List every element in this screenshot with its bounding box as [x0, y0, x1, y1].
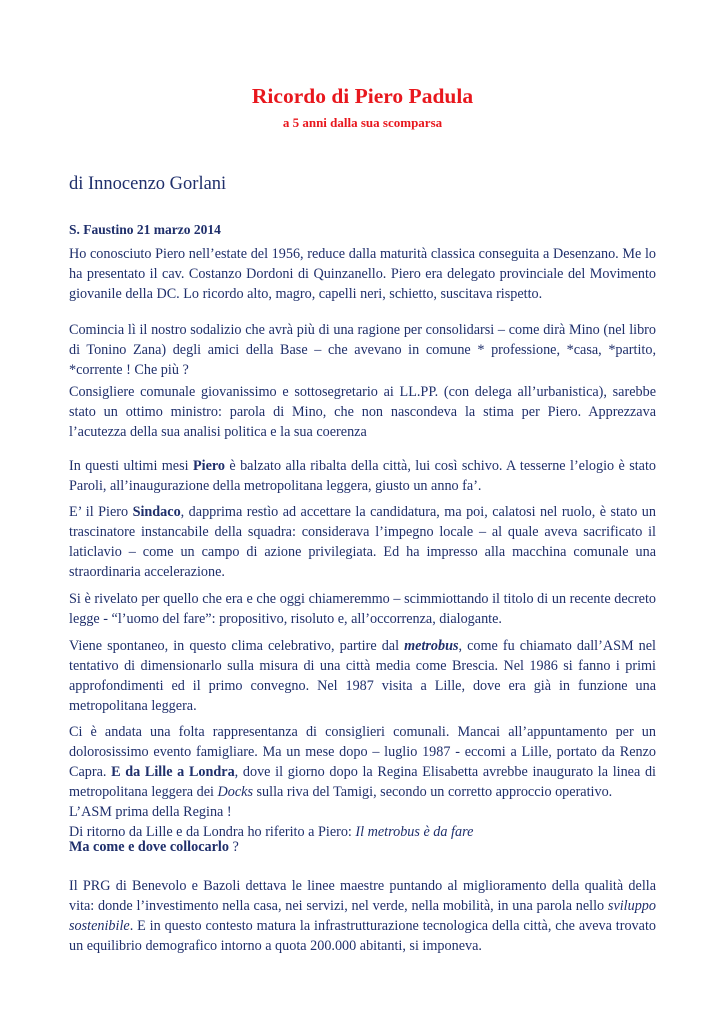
paragraph-4 [69, 456, 656, 496]
section-heading-rest: ? [228, 839, 239, 855]
document-title: Ricordo di Piero Padula [251, 84, 474, 108]
p4-text-c: è balzato alla ribalta della città, lui così schivo. A tesserne l’elogio è stato Paroli, all’inaugurazione della metropolitana leggera, giusto un anno fa’. [69, 458, 656, 494]
p9-text-a: Il PRG di Benevolo e Bazoli dettava le linee maestre puntando al miglioramento della qualità della vita: donde l’investimento nella casa, nei servizi, nel verde, nella mobilità, in una parola nello [69, 878, 656, 914]
p8-bold-lille-londra: E da Lille a Londra [111, 764, 235, 780]
p5-text-c: , dapprima restìo ad accettare la candidatura, ma poi, calatosi nel ruolo, è stato un trascinatore instancabile della squadra: considerava l’impegno locale – al quale aveva sacrificato il laticlavio – come un campo di azione privilegiata. Ed ha impresso alla macchina comunale una straordinaria accelerazione. [69, 504, 656, 580]
p4-text-a: In questi ultimi mesi [69, 458, 193, 474]
paragraph-1: Ho conosciuto Piero nell’estate del 1956, reduce dalla maturità classica conseguita a Desenzano. Me lo ha presentato il cav. Costanzo Dordoni di Quinzanello. Piero era delegato provinciale del Movimento giovanile della DC. Lo ricordo alto, magro, capelli neri, schietto, suscitava rispetto. [69, 246, 656, 302]
p8-text-a: Ci è andata una folta rappresentanza di consiglieri comunali. Mancai all’appuntamento per un dolorosissimo evento famigliare. Ma un mese dopo – luglio 1987 - eccomi a Lille, portato da Renzo Capra. [69, 724, 656, 780]
section-heading [69, 839, 239, 856]
paragraph-8 [69, 722, 656, 842]
p9-italic: sviluppo sostenibile [69, 898, 656, 934]
p8-line3b: Il metrobus è da fare [355, 824, 474, 840]
p8-line3a: Di ritorno da Lille e da Londra ho riferito a Piero: [69, 824, 356, 840]
p9-text-c: . E in questo contesto matura la infrastrutturazione tecnologica della città, che aveva trovato un equilibrio demografico intorno a quota 200.000 abitanti, si imponeva. [69, 918, 656, 954]
p8-text-e: sulla riva del Tamigi, secondo un corretto approccio operativo. [252, 784, 613, 800]
paragraph-7 [69, 636, 656, 716]
paragraph-9 [69, 876, 656, 956]
p8-docks: Docks [217, 784, 253, 800]
p5-bold-sindaco: Sindaco [132, 504, 181, 520]
p8-text-c: , dove il giorno dopo la Regina Elisabetta avrebbe inaugurato la linea di metropolitana leggera dei [69, 764, 656, 800]
p4-bold-piero: Piero [192, 458, 226, 474]
author-line: di Innocenzo Gorlani [69, 174, 227, 194]
p7-text-c: , come fu chiamato dall’ASM nel tentativo di dimensionarlo sulla misura di una città media come Brescia. Nel 1986 si fanno i primi approfondimenti ed il primo convegno. Nel 1987 visita a Lille, dove era già in funzione una metropolitana leggera. [69, 638, 656, 714]
document-subtitle: a 5 anni dalla sua scomparsa [282, 115, 443, 130]
section-heading-bold: Ma come e dove collocarlo [69, 839, 229, 855]
paragraph-6: Si è rivelato per quello che era e che oggi chiameremmo – scimmiottando il titolo di un recente decreto legge - “l’uomo del fare”: propositivo, risoluto e, all’occorrenza, dialogante. [69, 591, 656, 627]
paragraph-5 [69, 502, 656, 582]
paragraph-2: Comincia lì il nostro sodalizio che avrà più di una ragione per consolidarsi – come dirà Mino (nel libro di Tonino Zana) degli amici della Base – che avevano in comune * professione, *casa, *partito, *corrente ! Che più ? [69, 322, 656, 378]
p7-metrobus: metrobus [404, 638, 459, 654]
p7-text-a: Viene spontaneo, in questo clima celebrativo, partire dal [69, 638, 405, 654]
dateline: S. Faustino 21 marzo 2014 [69, 222, 221, 237]
p8-line2: L’ASM prima della Regina ! [69, 804, 232, 820]
p5-text-a: E’ il Piero [69, 504, 133, 520]
paragraph-3: Consigliere comunale giovanissimo e sottosegretario ai LL.PP. (con delega all’urbanistica), sarebbe stato un ottimo ministro: parola di Mino, che non nascondeva la stima per Piero. Apprezzava l’acutezza della sua analisi politica e la sua coerenza [69, 384, 656, 440]
